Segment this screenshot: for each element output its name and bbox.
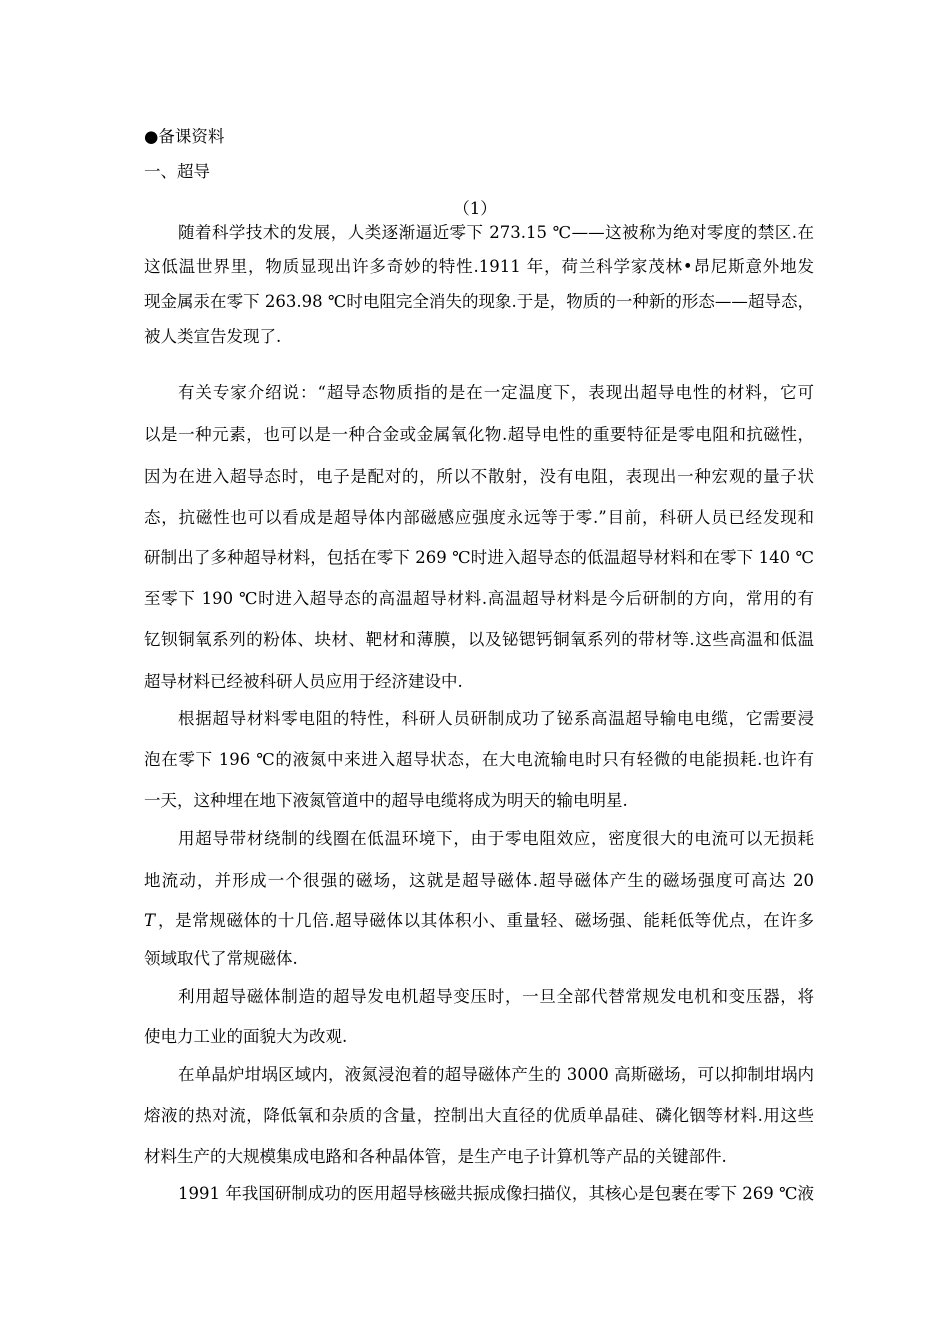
paragraph-line: 根据超导材料零电阻的特性，科研人员研制成功了铋系高温超导输电电缆，它需要浸 — [178, 709, 814, 728]
paragraph-line: 1991 年我国研制成功的医用超导核磁共振成像扫描仪，其核心是包裹在零下 269 ℃液 — [178, 1184, 814, 1203]
paragraph-line: 熔液的热对流，降低氧和杂质的含量，控制出大直径的优质单晶硅、磷化铟等材料.用这些 — [144, 1106, 814, 1125]
paragraph-line: 钇钡铜氧系列的粉体、块材、靶材和薄膜，以及铋锶钙铜氧系列的带材等.这些高温和低温 — [144, 630, 814, 649]
paragraph-line: ，是常规磁体的十几倍.超导磁体以其体积小、重量轻、磁场强、能耗低等优点，在许多 — [158, 911, 814, 930]
part-number: （1） — [453, 199, 497, 218]
section-title: 一、超导 — [144, 162, 210, 181]
paragraph-line: 一天，这种埋在地下液氮管道中的超导电缆将成为明天的输电明星. — [144, 791, 628, 810]
paragraph-line: 使电力工业的面貌大为改观. — [144, 1027, 348, 1046]
unit-tesla: T — [144, 911, 156, 930]
paragraph-line: 至零下 190 ℃时进入超导态的高温超导材料.高温超导材料是今后研制的方向，常用的有 — [144, 589, 814, 608]
paragraph-line: 有关专家介绍说：“超导态物质指的是在一定温度下，表现出超导电性的材料，它可 — [178, 383, 814, 402]
paragraph-line: 随着科学技术的发展，人类逐渐逼近零下 273.15 ℃——这被称为绝对零度的禁区.在 — [178, 223, 814, 242]
paragraph-line: 研制出了多种超导材料，包括在零下 269 ℃时进入超导态的低温超导材料和在零下 140 ℃ — [144, 548, 814, 567]
paragraph-line: 被人类宣告发现了. — [144, 327, 282, 346]
paragraph-line: 在单晶炉坩埚区域内，液氮浸泡着的超导磁体产生的 3000 高斯磁场，可以抑制坩埚内 — [178, 1065, 814, 1084]
paragraph-line: 态，抗磁性也可以看成是超导体内部磁感应强度永远等于零.”目前，科研人员已经发现和 — [144, 508, 814, 527]
paragraph-line: 利用超导磁体制造的超导发电机超导变压时，一旦全部代替常规发电机和变压器，将 — [178, 987, 814, 1006]
paragraph-line: 材料生产的大规模集成电路和各种晶体管，是生产电子计算机等产品的关键部件. — [144, 1147, 727, 1166]
paragraph-line: 地流动，并形成一个很强的磁场，这就是超导磁体.超导磁体产生的磁场强度可高达 20 — [144, 871, 814, 890]
paragraph-line: 用超导带材绕制的线圈在低温环境下，由于零电阻效应，密度很大的电流可以无损耗 — [178, 829, 814, 848]
heading: ●备课资料 — [144, 127, 225, 146]
paragraph-line: 泡在零下 196 ℃的液氮中来进入超导状态，在大电流输电时只有轻微的电能损耗.也许有 — [144, 750, 814, 769]
paragraph-line: 领域取代了常规磁体. — [144, 949, 298, 968]
paragraph-line: 现金属汞在零下 263.98 ℃时电阻完全消失的现象.于是，物质的一种新的形态——超导态， — [144, 292, 814, 311]
paragraph-line: 这低温世界里，物质显现出许多奇妙的特性.1911 年，荷兰科学家茂林•昂尼斯意外地发 — [144, 257, 814, 276]
paragraph-line: 超导材料已经被科研人员应用于经济建设中. — [144, 672, 463, 691]
paragraph-line: 以是一种元素，也可以是一种合金或金属氧化物.超导电性的重要特征是零电阻和抗磁性， — [144, 425, 814, 444]
paragraph-line: 因为在进入超导态时，电子是配对的，所以不散射，没有电阻，表现出一种宏观的量子状 — [144, 467, 814, 486]
